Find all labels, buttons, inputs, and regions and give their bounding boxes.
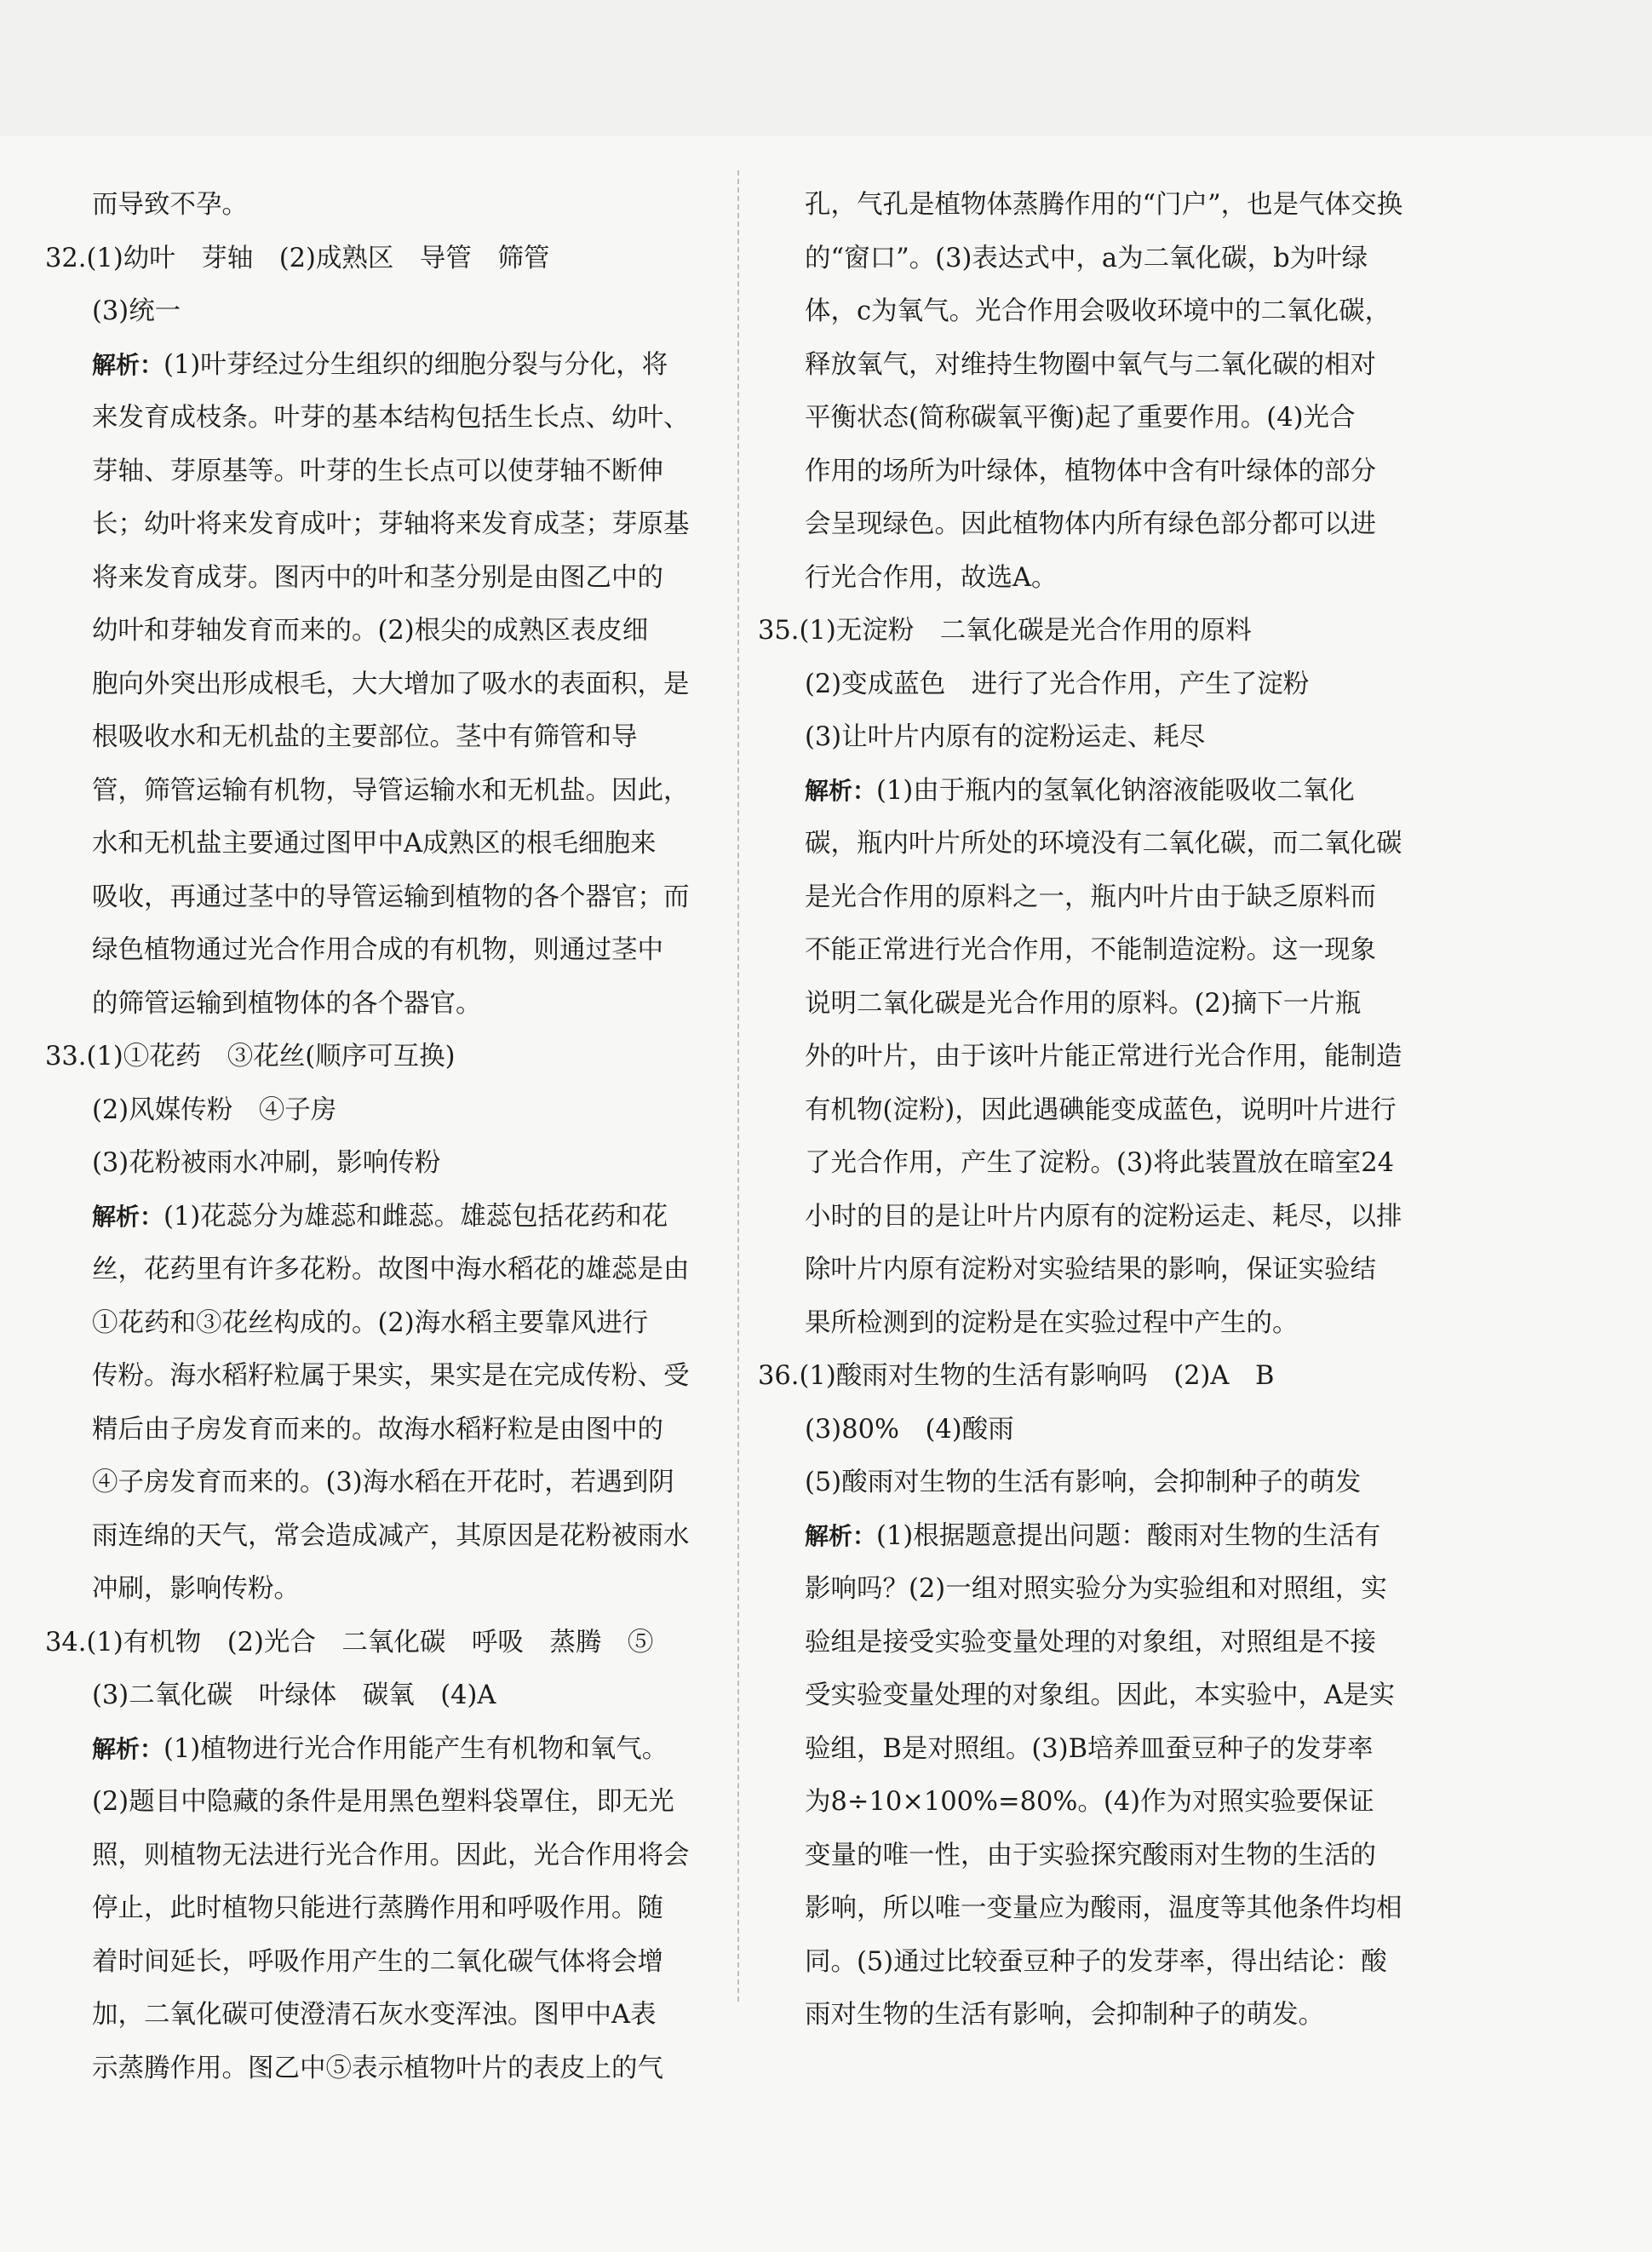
q35-line: 35.(1)无淀粉 二氧化碳是光合作用的原料 [758, 616, 1252, 646]
question-number: 32. [45, 243, 87, 273]
answer-line: (2)风媒传粉 ④子房 [92, 1094, 337, 1125]
text-line: 作用的场所为叶绿体，植物体中含有叶绿体的部分 [805, 456, 1376, 486]
question-number: 33. [45, 1042, 87, 1071]
text-line: 体，c为氧气。光合作用会吸收环境中的二氧化碳， [805, 296, 1391, 326]
text-line: 将来发育成芽。图丙中的叶和茎分别是由图乙中的 [92, 562, 663, 593]
text-line: 验组是接受实验变量处理的对象组，对照组是不接 [805, 1627, 1376, 1657]
analysis-line: 解析：(1)由于瓶内的氢氧化钠溶液能吸收二氧化 [805, 775, 1355, 806]
text-line: 受实验变量处理的对象组。因此，本实验中，A是实 [805, 1680, 1396, 1710]
text-line: 影响吗？(2)一组对照实验分为实验组和对照组，实 [805, 1574, 1387, 1604]
answer-line: (3)80% (4)酸雨 [805, 1414, 1014, 1445]
analysis-label: 解析： [92, 1202, 164, 1231]
text-line: 雨连绵的天气，常会造成减产，其原因是花粉被雨水 [92, 1520, 690, 1551]
text-line: ④子房发育而来的。(3)海水稻在开花时，若遇到阴 [92, 1468, 674, 1497]
text-line: 芽轴、芽原基等。叶芽的生长点可以使芽轴不断伸 [92, 456, 663, 486]
analysis-line: 解析：(1)植物进行光合作用能产生有机物和氧气。 [92, 1733, 668, 1764]
text-line: 除叶片内原有淀粉对实验结果的影响，保证实验结 [805, 1255, 1376, 1284]
text-line: 影响，所以唯一变量应为酸雨，温度等其他条件均相 [805, 1893, 1402, 1923]
analysis-label: 解析： [92, 1734, 164, 1763]
text-line: 为8÷10×100%=80%。(4)作为对照实验要保证 [805, 1787, 1374, 1817]
analysis-line: 解析：(1)花蕊分为雄蕊和雌蕊。雄蕊包括花药和花 [92, 1201, 668, 1232]
text-line: 雨对生物的生活有影响，会抑制种子的萌发。 [805, 2000, 1324, 2030]
left-column [45, 179, 760, 2095]
text-line: 的“窗口”。(3)表达式中，a为二氧化碳，b为叶绿 [805, 243, 1368, 273]
text-line: 平衡状态(简称碳氧平衡)起了重要作用。(4)光合 [805, 403, 1356, 433]
text-line: 长；幼叶将来发育成叶；芽轴将来发育成茎；芽原基 [92, 509, 690, 539]
analysis-line: 解析：(1)叶芽经过分生组织的细胞分裂与分化，将 [92, 349, 668, 380]
text-line: 幼叶和芽轴发育而来的。(2)根尖的成熟区表皮细 [92, 616, 649, 646]
text-line: 根吸收水和无机盐的主要部位。茎中有筛管和导 [92, 722, 638, 752]
text-line: 而导致不孕。 [92, 190, 248, 220]
question-number: 36. [758, 1361, 800, 1391]
text-line: 小时的目的是让叶片内原有的淀粉运走、耗尽，以排 [805, 1201, 1402, 1232]
analysis-label: 解析： [805, 1521, 877, 1550]
text-line: 了光合作用，产生了淀粉。(3)将此装置放在暗室24 [805, 1148, 1395, 1178]
text-line: 精后由子房发育而来的。故海水稻籽粒是由图中的 [92, 1414, 663, 1445]
text-line: 说明二氧化碳是光合作用的原料。(2)摘下一片瓶 [805, 988, 1362, 1019]
text-line: 丝，花药里有许多花粉。故图中海水稻花的雄蕊是由 [92, 1255, 690, 1284]
answer-line: (3)统一 [92, 296, 181, 326]
text-line: ①花药和③花丝构成的。(2)海水稻主要靠风进行 [92, 1307, 649, 1338]
analysis-label: 解析： [92, 350, 164, 379]
text-line: 照，则植物无法进行光合作用。因此，光合作用将会 [92, 1840, 690, 1870]
text-line: 示蒸腾作用。图乙中⑤表示植物叶片的表皮上的气 [92, 2053, 663, 2083]
text-line: 加，二氧化碳可使澄清石灰水变浑浊。图甲中A表 [92, 2000, 657, 2030]
text-line: 是光合作用的原料之一，瓶内叶片由于缺乏原料而 [805, 882, 1376, 912]
answer-line: (3)二氧化碳 叶绿体 碳氧 (4)A [92, 1680, 496, 1710]
right-column [758, 179, 1473, 2042]
text-line: 行光合作用，故选A。 [805, 562, 1058, 593]
q36-line: 36.(1)酸雨对生物的生活有影响吗 (2)A B [758, 1361, 1275, 1391]
q33-line: 33.(1)①花药 ③花丝(顺序可互换) [45, 1042, 456, 1071]
answer-line: (3)花粉被雨水冲刷，影响传粉 [92, 1148, 441, 1178]
question-number: 35. [758, 616, 800, 646]
answer-line: (3)让叶片内原有的淀粉运走、耗尽 [805, 722, 1206, 752]
text-line: 传粉。海水稻籽粒属于果实，果实是在完成传粉、受 [92, 1361, 690, 1391]
text-line: 碳，瓶内叶片所处的环境没有二氧化碳，而二氧化碳 [805, 829, 1402, 859]
text-line: 着时间延长，呼吸作用产生的二氧化碳气体将会增 [92, 1946, 663, 1977]
q32-line: 32.(1)幼叶 芽轴 (2)成熟区 导管 筛管 [45, 243, 550, 273]
analysis-label: 解析： [805, 776, 877, 805]
text-line: 孔，气孔是植物体蒸腾作用的“门户”，也是气体交换 [805, 190, 1403, 220]
page-header-band [0, 0, 1652, 136]
text-line: (2)题目中隐藏的条件是用黑色塑料袋罩住，即无光 [92, 1787, 674, 1817]
text-line: 吸收，再通过茎中的导管运输到植物的各个器官；而 [92, 882, 690, 912]
text-line: 变量的唯一性，由于实验探究酸雨对生物的生活的 [805, 1840, 1376, 1870]
analysis-line: 解析：(1)根据题意提出问题：酸雨对生物的生活有 [805, 1520, 1381, 1551]
text-line: 释放氧气，对维持生物圈中氧气与二氧化碳的相对 [805, 349, 1376, 380]
text-line: 同。(5)通过比较蚕豆种子的发芽率，得出结论：酸 [805, 1946, 1387, 1977]
text-line: 管，筛管运输有机物，导管运输水和无机盐。因此， [92, 775, 690, 806]
binding-margin [3, 187, 15, 1976]
text-line: 胞向外突出形成根毛，大大增加了吸水的表面积，是 [92, 669, 690, 699]
text-line: 停止，此时植物只能进行蒸腾作用和呼吸作用。随 [92, 1893, 663, 1923]
text-line: 验组，B是对照组。(3)B培养皿蚕豆种子的发芽率 [805, 1733, 1374, 1764]
answer-line: (5)酸雨对生物的生活有影响，会抑制种子的萌发 [805, 1468, 1362, 1497]
answer-line: (2)变成蓝色 进行了光合作用，产生了淀粉 [805, 669, 1310, 699]
text-line: 不能正常进行光合作用，不能制造淀粉。这一现象 [805, 935, 1376, 965]
text-line: 会呈现绿色。因此植物体内所有绿色部分都可以进 [805, 509, 1376, 539]
text-line: 外的叶片，由于该叶片能正常进行光合作用，能制造 [805, 1042, 1402, 1071]
text-line: 的筛管运输到植物体的各个器官。 [92, 988, 482, 1019]
question-number: 34. [45, 1627, 87, 1657]
q34-line: 34.(1)有机物 (2)光合 二氧化碳 呼吸 蒸腾 ⑤ [45, 1627, 654, 1657]
text-line: 有机物(淀粉)，因此遇碘能变成蓝色，说明叶片进行 [805, 1094, 1397, 1125]
text-line: 来发育成枝条。叶芽的基本结构包括生长点、幼叶、 [92, 403, 690, 433]
text-line: 冲刷，影响传粉。 [92, 1574, 300, 1604]
text-line: 绿色植物通过光合作用合成的有机物，则通过茎中 [92, 935, 663, 965]
text-line: 果所检测到的淀粉是在实验过程中产生的。 [805, 1307, 1299, 1338]
text-line: 水和无机盐主要通过图甲中A成熟区的根毛细胞来 [92, 829, 657, 859]
